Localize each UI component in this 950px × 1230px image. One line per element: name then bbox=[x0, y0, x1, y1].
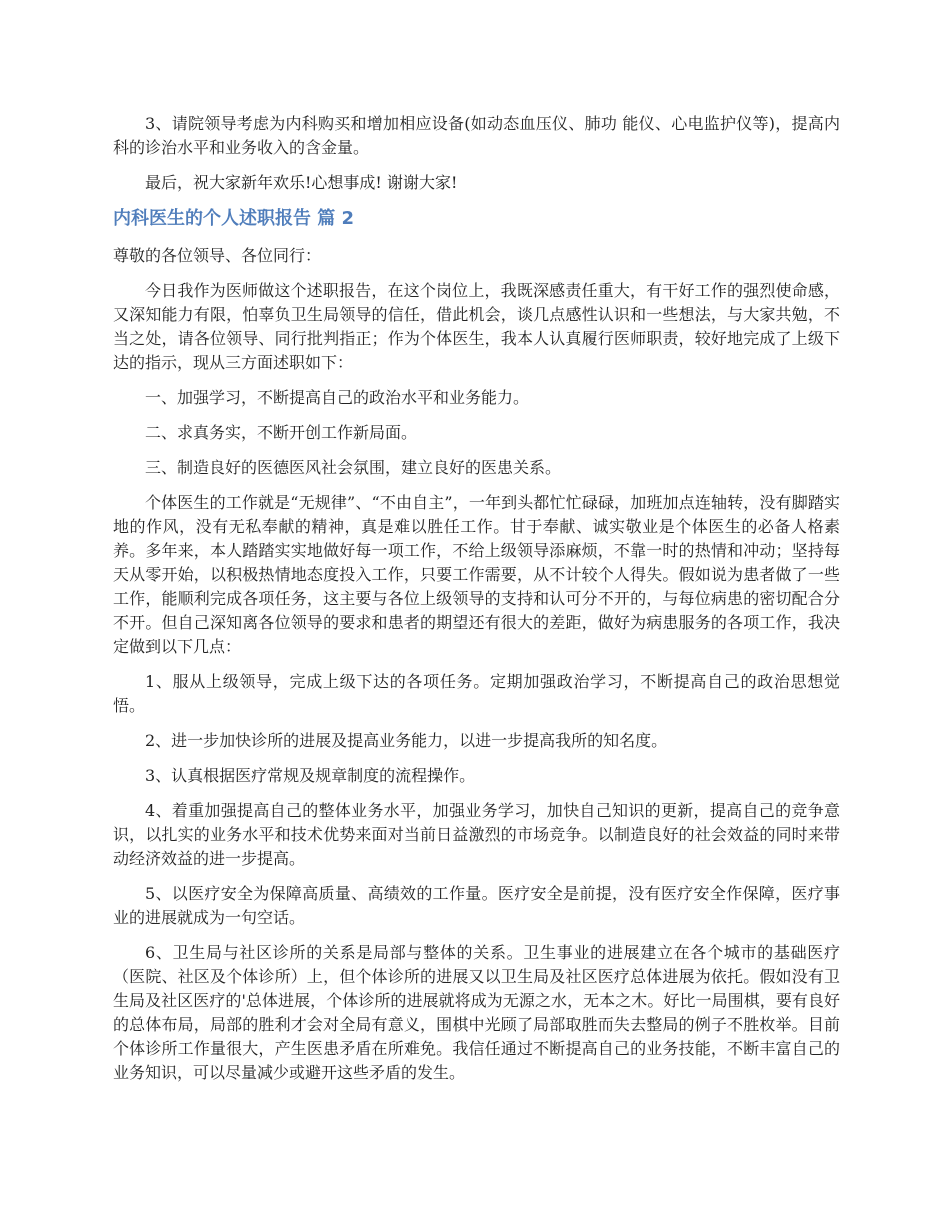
paragraph-item-2: 2、进一步加快诊所的进展及提高业务能力，以进一步提高我所的知名度。 bbox=[145, 731, 668, 750]
section-heading: 内科医生的个人述职报告 篇 2 bbox=[113, 208, 355, 229]
document-body bbox=[113, 112, 840, 1096]
paragraph-point-one: 一、加强学习，不断提高自己的政治水平和业务能力。 bbox=[145, 388, 530, 407]
paragraph-item-3: 3、认真根据医疗常规及规章制度的流程操作。 bbox=[145, 766, 476, 785]
paragraph-introduction: 今日我作为医师做这个述职报告，在这个岗位上，我既深感责任重大，有干好工作的强烈使命感，又深知能力有限，怕辜负卫生局领导的信任，借此机会，谈几点感性认识和一些想法，与大家共勉，不当之处，请各位领导、同行批判指正；作为个体医生，我本人认真履行医师职责，较好地完成了上级下达的指示，现从三方面述职如下： bbox=[113, 281, 840, 372]
paragraph-work-description: 个体医生的工作就是“无规律”、“不由自主”，一年到头都忙忙碌碌，加班加点连轴转，没有脚踏实地的作风，没有无私奉献的精神，真是难以胜任工作。甘于奉献、诚实敬业是个体医生的必备人格素养。多年来，本人踏踏实实地做好每一项工作，不给上级领导添麻烦，不靠一时的热情和冲动；坚持每天从零开始，以积极热情地态度投入工作，只要工作需要，从不计较个人得失。假如说为患者做了一些工作，能顺利完成各项任务，这主要与各位上级领导的支持和认可分不开的，与每位病患的密切配合分不开。但自己深知离各位领导的要求和患者的期望还有很大的差距，做好为病患服务的各项工作，我决定做到以下几点： bbox=[113, 493, 840, 656]
paragraph-item-6: 6、卫生局与社区诊所的关系是局部与整体的关系。卫生事业的进展建立在各个城市的基础医疗（医院、社区及个体诊所）上，但个体诊所的进展又以卫生局及社区医疗总体进展为依托。假如没有卫生局及社区医疗的'总体进展，个体诊所的进展就将成为无源之水，无本之木。好比一局围棋，要有良好的总体布局，局部的胜利才会对全局有意义，围棋中光顾了局部取胜而失去整局的例子不胜枚举。目前个体诊所工作量很大，产生医患矛盾在所难免。我信任通过不断提高自己的业务技能，不断丰富自己的业务知识，可以尽量减少或避开这些矛盾的发生。 bbox=[113, 943, 840, 1082]
paragraph-item-1: 1、服从上级领导，完成上级下达的各项任务。定期加强政治学习，不断提高自己的政治思想觉悟。 bbox=[113, 672, 840, 715]
paragraph-item-5: 5、以医疗安全为保障高质量、高绩效的工作量。医疗安全是前提，没有医疗安全作保障，医疗事业的进展就成为一句空话。 bbox=[113, 884, 840, 927]
salutation: 尊敬的各位领导、各位同行： bbox=[113, 246, 322, 265]
paragraph-item-4: 4、着重加强提高自己的整体业务水平，加强业务学习，加快自己知识的更新，提高自己的竞争意识，以扎实的业务水平和技术优势来面对当前日益激烈的市场竞争。以制造良好的社会效益的同时来带动经济效益的进一步提高。 bbox=[113, 801, 840, 868]
paragraph-point-two: 二、求真务实，不断开创工作新局面。 bbox=[145, 423, 418, 442]
paragraph-equipment-request: 3、请院领导考虑为内科购买和增加相应设备(如动态血压仪、肺功 能仪、心电监护仪等)，提高内科的诊治水平和业务收入的含金量。 bbox=[113, 114, 840, 157]
paragraph-closing-wishes: 最后，祝大家新年欢乐!心想事成! 谢谢大家! bbox=[145, 173, 458, 192]
paragraph-point-three: 三、制造良好的医德医风社会氛围，建立良好的医患关系。 bbox=[145, 458, 562, 477]
